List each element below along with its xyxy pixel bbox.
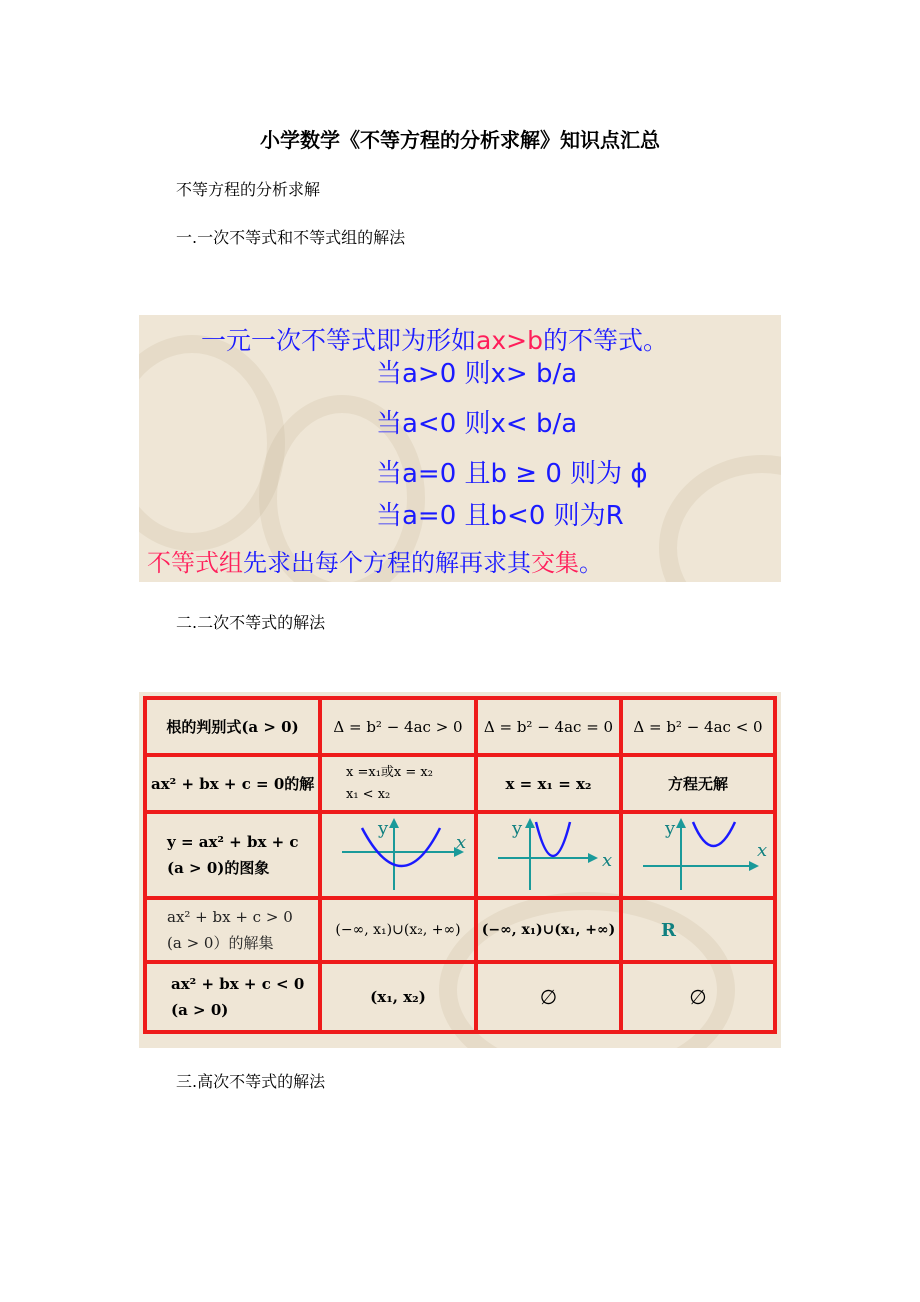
row-greater-label: ax² + bx + c > 0 (a > 0）的解集 — [145, 898, 320, 962]
section-intro: 不等方程的分析求解 — [176, 180, 321, 199]
greater-solution-one: (−∞, x₁)∪(x₁, +∞) — [476, 898, 621, 962]
case-a-negative: 当a<0 则x< b/a — [376, 409, 578, 439]
section-heading-linear: 一.一次不等式和不等式组的解法 — [176, 228, 406, 247]
roots-two: x =x₁或x = x₂ x₁ < x₂ — [320, 755, 476, 812]
section-heading-quadratic: 二.二次不等式的解法 — [176, 613, 326, 632]
greater-solution-none: R — [621, 898, 775, 962]
graph-one-root — [476, 812, 621, 898]
svg-text:x: x — [602, 850, 613, 871]
quadratic-grid — [143, 696, 777, 1034]
less-solution-none: ∅ — [621, 962, 775, 1032]
linear-definition: 一元一次不等式即为形如ax>b的不等式。 — [201, 326, 668, 355]
parabola-two-roots — [322, 814, 474, 892]
roots-double: x = x₁ = x₂ — [476, 755, 621, 812]
case-a-zero-b-neg: 当a=0 且b<0 则为R — [376, 501, 624, 531]
parabola-no-root — [623, 814, 773, 892]
row-graph-label: y = ax² + bx + c (a > 0)的图象 — [145, 812, 320, 898]
roots-none: 方程无解 — [621, 755, 775, 812]
header-negative: Δ = b² − 4ac < 0 — [621, 698, 775, 755]
header-zero: Δ = b² − 4ac = 0 — [476, 698, 621, 755]
svg-text:y: y — [665, 818, 676, 839]
less-solution-one: ∅ — [476, 962, 621, 1032]
graph-no-root — [621, 812, 775, 898]
linear-inequality-figure — [139, 315, 781, 582]
case-a-positive: 当a>0 则x> b/a — [376, 359, 578, 389]
row-less-label: ax² + bx + c < 0 (a > 0) — [145, 962, 320, 1032]
section-heading-higher: 三.高次不等式的解法 — [176, 1072, 326, 1091]
case-a-zero-b-nonneg: 当a=0 且b ≥ 0 则为 ϕ — [376, 459, 648, 489]
greater-solution-two: (−∞, x₁)∪(x₂, +∞) — [320, 898, 476, 962]
header-discriminant: 根的判别式(a > 0) — [145, 698, 320, 755]
header-positive: Δ = b² − 4ac > 0 — [320, 698, 476, 755]
less-solution-two: (x₁, x₂) — [320, 962, 476, 1032]
graph-two-roots — [320, 812, 476, 898]
quadratic-inequality-table — [139, 692, 781, 1048]
svg-text:y: y — [512, 818, 523, 839]
parabola-one-root — [478, 814, 619, 892]
svg-text:y: y — [378, 818, 389, 839]
row-roots-label: ax² + bx + c = 0的解 — [145, 755, 320, 812]
page-title: 小学数学《不等方程的分析求解》知识点汇总 — [260, 128, 660, 152]
system-rule: 不等式组先求出每个方程的解再求其交集。 — [147, 549, 603, 577]
svg-text:x: x — [456, 832, 467, 853]
svg-text:x: x — [757, 840, 768, 861]
